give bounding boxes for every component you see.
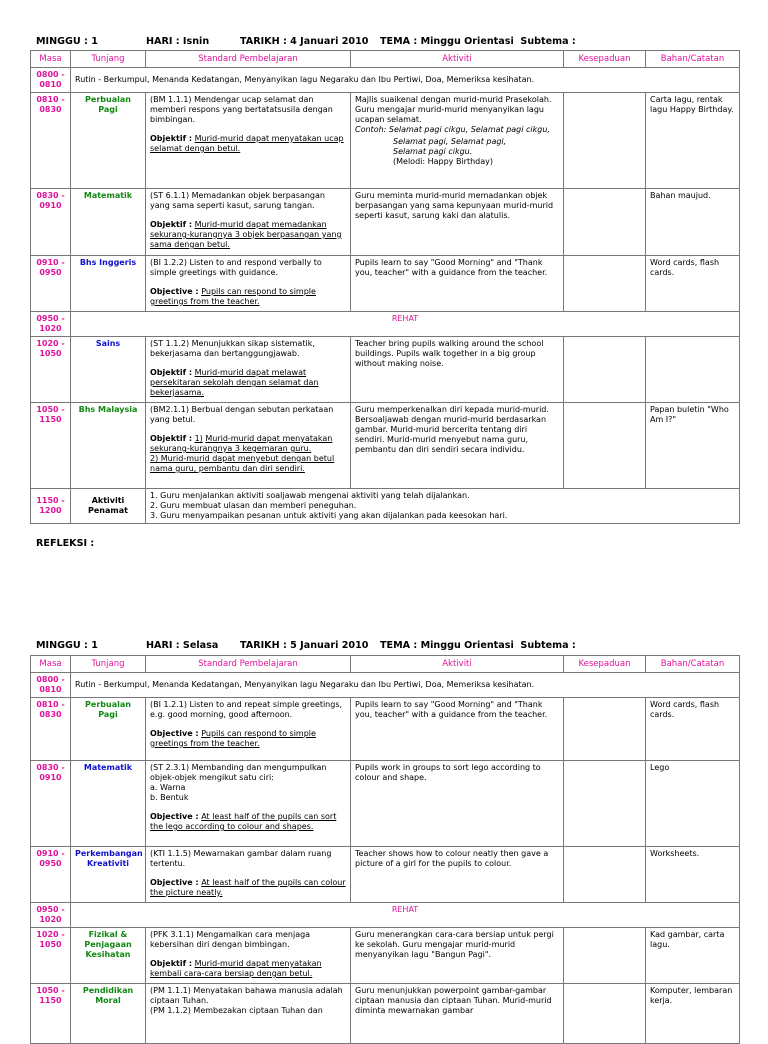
kesepaduan-cell	[564, 984, 646, 1044]
objektif-label: Objektif :	[150, 368, 193, 377]
objektif-label: Objektif :	[150, 434, 193, 443]
time-cell: 0830 - 0910	[31, 189, 71, 256]
col-standard: Standard Pembelajaran	[146, 51, 351, 68]
col-bahan: Bahan/Catatan	[646, 51, 740, 68]
objektif-label: Objektif :	[150, 134, 193, 143]
tunjang-cell: Matematik	[71, 761, 146, 847]
aktiviti-cell: Pupils work in groups to sort lego according to colour and shape.	[351, 761, 564, 847]
standard-cell	[146, 984, 351, 1044]
aktiviti-cell: Guru memperkenalkan diri kepada murid-murid. Bersoaljawab dengan murid-murid berdasarkan gambar. Murid-murid bercerita tentang diri sendiri. Murid-murid menyebut nama guru, pembantu dan diri sendiri secara individu.	[351, 403, 564, 489]
aktiviti-cell: Guru menerangkan cara-cara bersiap untuk pergi ke sekolah. Guru mengajar murid-murid menyanyikan lagu "Bangun Pagi".	[351, 928, 564, 984]
objektif-label: Objektif :	[150, 220, 193, 229]
bahan-cell: Lego	[646, 761, 740, 847]
time-cell: 1050 - 1150	[31, 984, 71, 1044]
aktiviti-cell: Guru menunjukkan powerpoint gambar-gambar ciptaan manusia dan ciptaan Tuhan. Murid-murid diminta mewarnakan gambar	[351, 984, 564, 1044]
objektif-text: Murid-murid dapat memadankan sekurang-kurangnya 3 objek berpasangan yang sama dengan betul.	[150, 220, 342, 249]
col-masa: Masa	[31, 51, 71, 68]
objektif-label: Objective :	[150, 287, 199, 296]
minggu-label: MINGGU : 1	[36, 36, 98, 47]
standard-cell	[146, 698, 351, 761]
time-cell: 0950 - 1020	[31, 903, 71, 928]
kesepaduan-cell	[564, 928, 646, 984]
standard-cell	[146, 761, 351, 847]
tarikh-label: TARIKH : 4 Januari 2010	[240, 36, 369, 47]
objektif-text: Murid-murid dapat menyatakan kembali cara-cara bersiap dengan betul.	[150, 959, 322, 978]
time-cell: 0830 - 0910	[31, 761, 71, 847]
minggu-label: MINGGU : 1	[36, 640, 98, 651]
tunjang-cell: Perbualan Pagi	[71, 698, 146, 761]
time-cell: 0950 - 1020	[31, 312, 71, 337]
table-row	[31, 673, 740, 698]
time-cell: 0800 - 0810	[31, 673, 71, 698]
table-row	[31, 312, 740, 337]
time-cell: 0910 - 0950	[31, 256, 71, 312]
table-row	[31, 403, 740, 489]
table-row	[31, 256, 740, 312]
kesepaduan-cell	[564, 698, 646, 761]
aktiviti-text: Contoh: Selamat pagi cikgu, Selamat pagi cikgu,	[355, 125, 550, 134]
objektif-text: At least half of the pupils can colour the picture neatly.	[150, 878, 346, 897]
table-row	[31, 928, 740, 984]
col-aktiviti: Aktiviti	[351, 51, 564, 68]
objektif-number: 1)	[194, 434, 203, 443]
aktiviti-cell: Guru meminta murid-murid memadankan objek berpasangan yang sama kepunyaan murid-murid seperti kasut, sarung kaki dan alatulis.	[351, 189, 564, 256]
objektif-text: Pupils can respond to simple greetings from the teacher.	[150, 729, 316, 748]
tunjang-cell: Sains	[71, 337, 146, 403]
standard-text: (PM 1.1.2) Membezakan ciptaan Tuhan dan	[150, 1006, 323, 1015]
bahan-cell: Bahan maujud.	[646, 189, 740, 256]
objektif-text: 2) Murid-murid dapat menyebut dengan betul nama guru, pembantu dan diri sendiri.	[150, 454, 335, 473]
day2-table	[30, 655, 740, 1044]
time-cell: 1020 - 1050	[31, 337, 71, 403]
tunjang-cell: Pendidikan Moral	[71, 984, 146, 1044]
time-cell: 0910 - 0950	[31, 847, 71, 903]
rutin-cell: Rutin - Berkumpul, Menanda Kedatangan, Menyanyikan lagu Negaraku dan Ibu Pertiwi, Doa, Memeriksa kesihatan.	[71, 68, 740, 93]
standard-text: (PFK 3.1.1) Mengamalkan cara menjaga kebersihan diri dengan bimbingan.	[150, 930, 311, 949]
col-masa: Masa	[31, 656, 71, 673]
table-row	[31, 761, 740, 847]
table-row	[31, 337, 740, 403]
penamat-item: 2. Guru membuat ulasan dan memberi peneguhan.	[150, 501, 357, 510]
col-tunjang: Tunjang	[71, 51, 146, 68]
standard-text: (BI 1.2.2) Listen to and respond verbally to simple greetings with guidance.	[150, 258, 322, 277]
objektif-text: Pupils can respond to simple greetings from the teacher.	[150, 287, 316, 306]
kesepaduan-cell	[564, 256, 646, 312]
standard-text: (BI 1.2.1) Listen to and repeat simple greetings, e.g. good morning, good afternoon.	[150, 700, 343, 719]
aktiviti-cell: Teacher shows how to colour neatly then gave a picture of a girl for the pupils to colour.	[351, 847, 564, 903]
standard-text: (BM2.1.1) Berbual dengan sebutan perkataan yang betul.	[150, 405, 334, 424]
tunjang-cell: Fizikal & Penjagaan Kesihatan	[71, 928, 146, 984]
aktiviti-text: (Melodi: Happy Birthday)	[393, 157, 493, 166]
aktiviti-cell: Teacher bring pupils walking around the school buildings. Pupils walk together in a big group without making noise.	[351, 337, 564, 403]
col-kesepaduan: Kesepaduan	[564, 656, 646, 673]
kesepaduan-cell	[564, 337, 646, 403]
time-cell: 0810 - 0830	[31, 93, 71, 189]
objektif-label: Objektif :	[150, 959, 193, 968]
kesepaduan-cell	[564, 189, 646, 256]
objektif-label: Objective :	[150, 812, 199, 821]
standard-text: (ST 6.1.1) Memadankan objek berpasangan yang sama seperti kasut, sarung tangan.	[150, 191, 325, 210]
aktiviti-text: Selamat pagi, Selamat pagi,	[393, 137, 507, 146]
time-cell: 1050 - 1150	[31, 403, 71, 489]
standard-cell	[146, 337, 351, 403]
bahan-cell: Word cards, flash cards.	[646, 256, 740, 312]
hari-label: HARI : Selasa	[146, 640, 219, 651]
tunjang-cell: Aktiviti Penamat	[71, 489, 146, 524]
standard-text: (PM 1.1.1) Menyatakan bahawa manusia adalah ciptaan Tuhan.	[150, 986, 343, 1005]
objektif-text: Murid-murid dapat menyatakan ucap selamat dengan betul.	[150, 134, 344, 153]
tarikh-label: TARIKH : 5 Januari 2010	[240, 640, 369, 651]
table-header-row	[31, 656, 740, 673]
col-aktiviti: Aktiviti	[351, 656, 564, 673]
standard-text: b. Bentuk	[150, 793, 189, 802]
aktiviti-cell	[351, 93, 564, 189]
day1-table	[30, 50, 740, 524]
kesepaduan-cell	[564, 403, 646, 489]
penamat-item: 1. Guru menjalankan aktiviti soaljawab mengenai aktiviti yang telah dijalankan.	[150, 491, 470, 500]
standard-cell	[146, 928, 351, 984]
objektif-text: Murid-murid dapat melawat persekitaran sekolah dengan selamat dan bekerjasama.	[150, 368, 319, 397]
col-bahan: Bahan/Catatan	[646, 656, 740, 673]
bahan-cell: Carta lagu, rentak lagu Happy Birthday.	[646, 93, 740, 189]
time-cell: 1020 - 1050	[31, 928, 71, 984]
table-row	[31, 984, 740, 1044]
rutin-cell: Rutin - Berkumpul, Menanda Kedatangan, Menyanyikan lagu Negaraku dan Ibu Pertiwi, Doa, Memeriksa kesihatan.	[71, 673, 740, 698]
tunjang-cell: Perkembangan Kreativiti	[71, 847, 146, 903]
tunjang-cell: Bhs Malaysia	[71, 403, 146, 489]
table-row	[31, 93, 740, 189]
aktiviti-text: Selamat pagi cikgu.	[393, 147, 473, 156]
objektif-text: Murid-murid dapat menyatakan sekurang-kurangnya 3 kegemaran guru.	[150, 434, 333, 453]
standard-cell	[146, 189, 351, 256]
objektif-text: At least half of the pupils can sort the lego according to colour and shapes.	[150, 812, 337, 831]
table-row	[31, 189, 740, 256]
standard-text: (KTI 1.1.5) Mewarnakan gambar dalam ruang tertentu.	[150, 849, 332, 868]
standard-text: a. Warna	[150, 783, 186, 792]
bahan-cell: Komputer, lembaran kerja.	[646, 984, 740, 1044]
standard-text: (ST 1.1.2) Menunjukkan sikap sistematik, bekerjasama dan bertanggungjawab.	[150, 339, 315, 358]
table-row	[31, 903, 740, 928]
aktiviti-cell: Pupils learn to say "Good Morning" and "Thank you, teacher" with a guidance from the teacher.	[351, 256, 564, 312]
bahan-cell	[646, 337, 740, 403]
aktiviti-cell: Pupils learn to say "Good Morning" and "Thank you, teacher" with a guidance from the teacher.	[351, 698, 564, 761]
aktiviti-text: Majlis suaikenal dengan murid-murid Prasekolah.	[355, 95, 552, 104]
tunjang-cell: Matematik	[71, 189, 146, 256]
time-cell: 0810 - 0830	[31, 698, 71, 761]
objektif-label: Objective :	[150, 729, 199, 738]
time-cell: 0800 - 0810	[31, 68, 71, 93]
day2-header	[36, 640, 576, 651]
table-row	[31, 847, 740, 903]
day1-header	[36, 36, 576, 47]
kesepaduan-cell	[564, 847, 646, 903]
col-standard: Standard Pembelajaran	[146, 656, 351, 673]
table-row	[31, 698, 740, 761]
penamat-item: 3. Guru menyampaikan pesanan untuk aktiviti yang akan dijalankan pada keesokan hari.	[150, 511, 508, 520]
standard-cell	[146, 847, 351, 903]
tema-label: TEMA : Minggu Orientasi Subtema :	[380, 36, 576, 47]
bahan-cell: Worksheets.	[646, 847, 740, 903]
refleksi-label: REFLEKSI :	[36, 538, 95, 549]
standard-cell	[146, 403, 351, 489]
rehat-cell: REHAT	[71, 312, 740, 337]
table-row	[31, 68, 740, 93]
table-header-row	[31, 51, 740, 68]
kesepaduan-cell	[564, 761, 646, 847]
bahan-cell: Papan buletin "Who Am I?"	[646, 403, 740, 489]
bahan-cell: Kad gambar, carta lagu.	[646, 928, 740, 984]
kesepaduan-cell	[564, 93, 646, 189]
bahan-cell: Word cards, flash cards.	[646, 698, 740, 761]
tunjang-cell: Bhs Inggeris	[71, 256, 146, 312]
objektif-label: Objective :	[150, 878, 199, 887]
aktiviti-text: Guru mengajar murid-murid menyanyikan lagu ucapan selamat.	[355, 105, 544, 124]
table-row	[31, 489, 740, 524]
rehat-cell: REHAT	[71, 903, 740, 928]
tema-label: TEMA : Minggu Orientasi Subtema :	[380, 640, 576, 651]
tunjang-cell: Perbualan Pagi	[71, 93, 146, 189]
standard-text: (BM 1.1.1) Mendengar ucap selamat dan memberi respons yang bertatatsusila dengan bimbingan.	[150, 95, 333, 124]
col-kesepaduan: Kesepaduan	[564, 51, 646, 68]
hari-label: HARI : Isnin	[146, 36, 210, 47]
time-cell: 1150 - 1200	[31, 489, 71, 524]
standard-cell	[146, 256, 351, 312]
standard-cell	[146, 93, 351, 189]
standard-text: (ST 2.3.1) Membanding dan mengumpulkan objek-objek mengikut satu ciri:	[150, 763, 327, 782]
penamat-cell	[146, 489, 740, 524]
col-tunjang: Tunjang	[71, 656, 146, 673]
